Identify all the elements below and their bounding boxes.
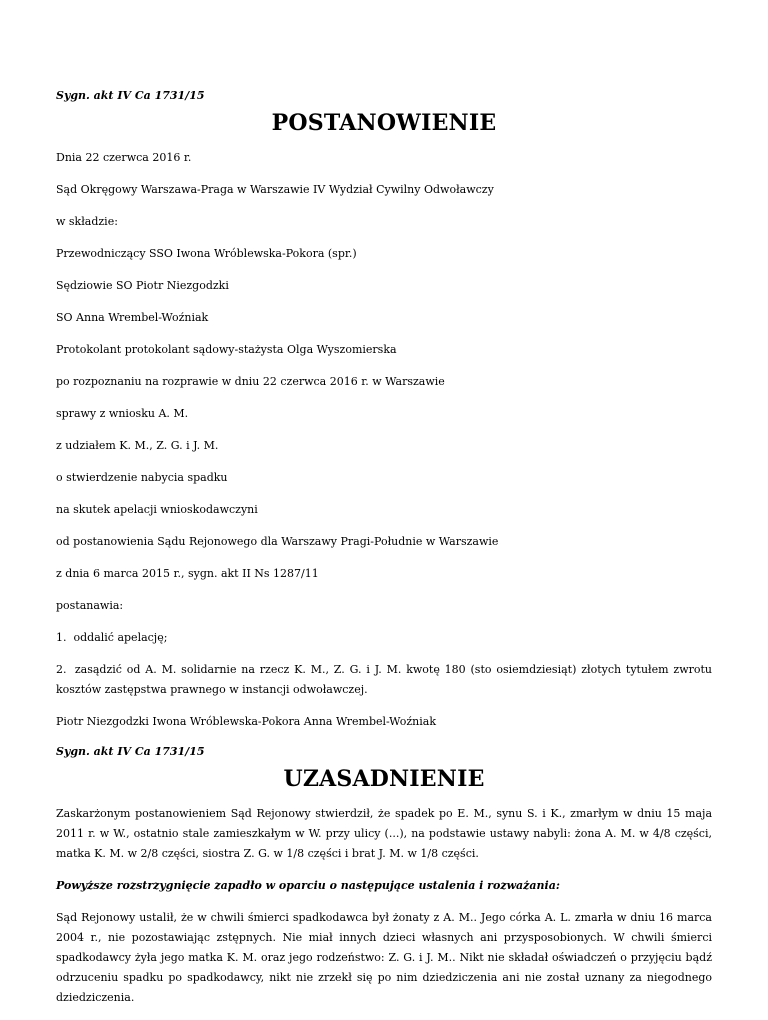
ruling-item-2 [56, 660, 712, 700]
case-info: sprawy z wniosku A. M. [56, 407, 189, 420]
ruling-item-text: oddalić apelację; [73, 631, 168, 644]
composition-intro: w składzie: [56, 215, 118, 228]
appeal-info: na skutek apelacji wnioskodawczyni [56, 503, 258, 516]
hearing-info: po rozpoznaniu na rozprawie w dniu 22 czerwca 2016 r. w Warszawie [56, 375, 445, 388]
justification-title: UZASADNIENIE [283, 766, 485, 792]
justification-paragraph-1: Zaskarżonym postanowieniem Sąd Rejonowy stwierdził, że spadek po E. M., synu S. i K., zmarłym w dniu 15 maja 2011 r. w W., ostatnio stale zamieszkałym w W. przy ulicy (...), na podstawie ustawy nabyli: żona A. M. w 4/8 części, matka K. M. w 2/8 części, siostra Z. G. w 1/8 części i brat J. M. w 1/8 części. [56, 807, 712, 860]
case-signature-2: Sygn. akt IV Ca 1731/15 [56, 745, 205, 758]
case-subject: o stwierdzenie nabycia spadku [56, 471, 228, 484]
judge-2: SO Anna Wrembel-Woźniak [56, 311, 209, 324]
lower-court-decision-date: z dnia 6 marca 2015 r., sygn. akt II Ns 1287/11 [56, 567, 319, 580]
ruling-item-text: zasądzić od A. M. solidarnie na rzecz K. M., Z. G. i J. M. kwotę 180 (sto osiemdziesiąt) złotych tytułem zwrotu kosztów zastępstwa prawnego w instancji odwoławczej. [56, 663, 713, 696]
participants: z udziałem K. M., Z. G. i J. M. [56, 439, 219, 452]
justification-paragraph-2: Sąd Rejonowy ustalił, że w chwili śmierci spadkodawca był żonaty z A. M.. Jego córka A. L. zmarła w dniu 16 marca 2004 r., nie pozostawiając zstępnych. Nie miał innych dzieci własnych ani przysposobionych. W chwili śmierci spadkodawcy żyła jego matka K. M. oraz jego rodzeństwo: Z. G. i J. M.. Nikt nie składał oświadczeń o przyjęciu bądź odrzuceniu spadku po spadkodawcy, nikt nie zrzekł się po nim dziedziczenia ani nie został uznany za niegodnego dziedziczenia. [56, 911, 712, 1004]
court-name: Sąd Okręgowy Warszawa-Praga w Warszawie IV Wydział Cywilny Odwoławczy [56, 183, 494, 196]
document-page [56, 88, 712, 1020]
ruling-item-1 [56, 628, 712, 648]
judges: Sędziowie SO Piotr Niezgodzki [56, 279, 229, 292]
presiding-judge: Przewodniczący SSO Iwona Wróblewska-Pokora (spr.) [56, 247, 357, 260]
ruling-title: POSTANOWIENIE [271, 110, 497, 136]
decides-label: postanawia: [56, 599, 124, 612]
justification-lead: Powyższe rozstrzygnięcie zapadło w oparciu o następujące ustalenia i rozważania: [56, 879, 560, 892]
case-signature: Sygn. akt IV Ca 1731/15 [56, 89, 205, 102]
ruling-item-number: 2. [56, 663, 67, 676]
judge-signatures: Piotr Niezgodzki Iwona Wróblewska-Pokora Anna Wrembel-Woźniak [56, 715, 436, 728]
clerk: Protokolant protokolant sądowy-stażysta Olga Wyszomierska [56, 343, 397, 356]
ruling-item-number: 1. [56, 631, 67, 644]
lower-court-decision: od postanowienia Sądu Rejonowego dla Warszawy Pragi-Południe w Warszawie [56, 535, 499, 548]
ruling-date: Dnia 22 czerwca 2016 r. [56, 151, 192, 164]
